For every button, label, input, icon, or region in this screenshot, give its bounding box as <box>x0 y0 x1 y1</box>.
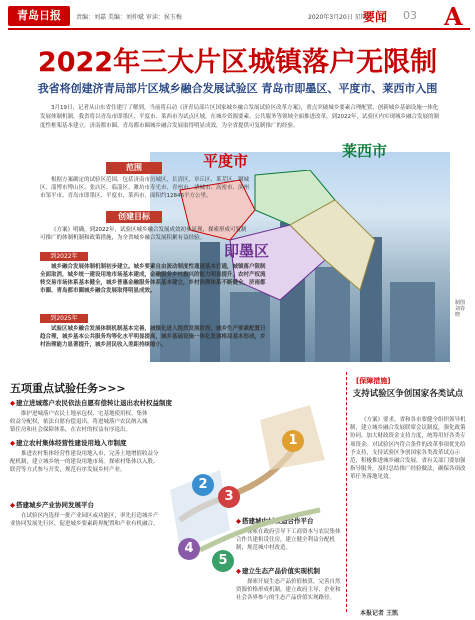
lead-text: 3月19日，记者从山东省住建厅了解到，当前将启动《济青局部片区国家城乡融合发展试验区改革方案》，重点突破城乡要素合理配置、创新城乡基础设施一体化发展体制机制，我省将以青岛市即墨区、平度市、莱西市为试点区域，在城乡资源要素、公共服务等领域全面推进改革。到2022年，试验区内实现城乡融合发展的制度性框架基本建立，济南都市圈、青岛都市圈城乡融合发展取得明显成效，为全省提供可复制推广的经验。 <box>40 105 440 129</box>
tag-2022: 到2022年 <box>40 252 88 261</box>
task-3-title: ◆ 搭建城中村改造合作平台 <box>236 516 346 525</box>
sidebar-tag: [保障措施] <box>356 377 391 385</box>
page-letter: A <box>444 2 463 31</box>
task-4-title: ◆ 搭建城乡产业协同发展平台 <box>10 500 160 509</box>
scope-heading: 范围 <box>106 162 162 174</box>
map-label-jimo: 即墨区 <box>224 242 270 260</box>
goal-2022-paragraph: 城乡融合发展体制机制初步建立。城乡要素自由流动制度性通道基本打通，城镇落户限制全面取消，城乡统一建设用地市场基本建成，金融服务乡村振兴的能力明显提升，农村产权流转交易市场体系基本健全，城乡普惠金融服务体系基本建立，乡村治理体系不断健全，济南都市圈、青岛都市圈城乡融合发展取得明显成效。 <box>40 264 266 294</box>
number-circle-3: 3 <box>218 486 240 508</box>
newspaper-logo: 青岛日报 <box>8 6 70 26</box>
goal-2025-text <box>40 325 270 349</box>
map-label-pingdu: 平度市 <box>203 152 249 170</box>
tag-2025: 到2025年 <box>40 314 88 323</box>
task-1-title: ◆ 建立进城落户农民依法自愿有偿转让退出农村权益制度 <box>10 398 220 407</box>
task-2-title: ◆ 建立农村集体经营性建设用地入市制度 <box>10 438 160 447</box>
sidebar-byline: 本报记者 王凯 <box>360 610 399 617</box>
number-circle-5: 5 <box>212 550 234 572</box>
sidebar-column <box>346 372 469 612</box>
scope-paragraph: 根据方案确定的试验区范围，包括济南市历城区、长清区、章丘区、莱芜区、钢城区、淄博市博山区、张店区、临淄区、潍坊市寿光市、青州市、诸城市、高密市、滨州市邹平市、青岛市即墨区、平度市、莱西市，面积约12846平方公里。 <box>40 177 250 199</box>
task-5-paragraph: 探索开展生态产品价值核算，完善自然资源价格形成机制，建立政府主导、企业和社会各界参与的生态产品价值实现路径。 <box>236 579 341 602</box>
building-shape <box>390 282 435 362</box>
task-2-text <box>10 450 160 475</box>
sidebar-text <box>350 416 466 482</box>
map-label-laixi: 莱西市 <box>342 142 388 160</box>
goal-2022-text <box>40 263 270 295</box>
number-circle-4: 4 <box>178 538 200 560</box>
goal-intro <box>40 226 250 242</box>
headline-subtitle: 我省将创建济青局部片区城乡融合发展试验区 青岛市即墨区、平度市、莱西市入围 <box>37 82 438 95</box>
task-5-title: ◆ 建立生态产品价值实现机制 <box>236 566 346 575</box>
scope-text <box>40 176 250 200</box>
date-line: 2020年3月20日 星期五 <box>308 14 373 21</box>
headline-title: 2022年三大片区城镇落户无限制 <box>37 47 438 78</box>
goal-intro-paragraph: 《方案》明确，到2022年，试验区城乡融合发展成效初步显现，探索形成可复制可推广的体制机制和政策措施，为全省城乡融合发展积累有益经验。 <box>40 227 247 241</box>
task-1-paragraph: 维护进城落户农民土地承包权、宅基地使用权、集体收益分配权，依法自愿有偿退出。将进城落户农民纳入城镇住房和社会保障体系，在农村的权益有序退出。 <box>10 411 148 434</box>
lead-paragraph <box>40 104 440 131</box>
goal-heading: 创建目标 <box>106 211 162 223</box>
section-label: 要闻 <box>363 10 388 24</box>
masthead <box>8 2 470 31</box>
task-4-text <box>10 512 160 528</box>
task-5-text <box>236 578 342 603</box>
page-number: 03 <box>403 9 417 22</box>
sidebar-title: 支持试验区争创国家各类试点 <box>352 389 464 399</box>
five-tasks-heading: 五项重点试验任务>>> <box>10 382 126 395</box>
task-1-text <box>10 410 150 435</box>
sidebar-paragraph: 《方案》要求，省和各市要健全组织领导机制，建立城乡融合发展联席会议制度，强化政策协同。加大财政资金支持力度，统筹用好各类专项资金。对试验区内符合条件的改革事项优先给予支持，支持试验区争创国家各类改革试点示范，积极推进城乡融合发展。省有关部门要加强指导服务，及时总结推广经验做法，确保各项改革任务落地见效。 <box>350 417 466 481</box>
goal-2025-paragraph: 试验区城乡融合发展体制机制基本完善，城镇化进入提质发展阶段，城乡生产要素配置日趋合理，城乡基本公共服务均等化水平明显提高，城乡基础设施一体化发展格局基本形成，乡村治理能力显著提升，城乡居民收入差距持续缩小。 <box>40 326 266 348</box>
task-3-paragraph: 探索在政府引导下工商资本与农民集体合作共建租赁住房，建立健全利益分配机制，规范城中村改造。 <box>236 529 341 552</box>
task-4-paragraph: 在试验区内选择一批产业园区或功能区，率先打造城乡产业协同发展先行区，促进城乡要素跨界配置和产业有机融合。 <box>10 513 159 528</box>
map-credit: 制图 刘春晓 <box>455 300 466 318</box>
editor-line: 责编：刘嘉 美编：刘仲斌 审读：侯玉梅 <box>76 14 182 21</box>
task-2-paragraph: 推进农村集体经营性建设用地入市，完善土地增值收益分配机制，建立城乡统一的建设用地市场。探索村集体以入股、联营等方式参与开发，规范有序发展乡村产业。 <box>10 451 159 474</box>
connected-circles-illustration <box>160 400 340 560</box>
number-circle-2: 2 <box>192 474 214 496</box>
number-circle-1: 1 <box>282 430 304 452</box>
